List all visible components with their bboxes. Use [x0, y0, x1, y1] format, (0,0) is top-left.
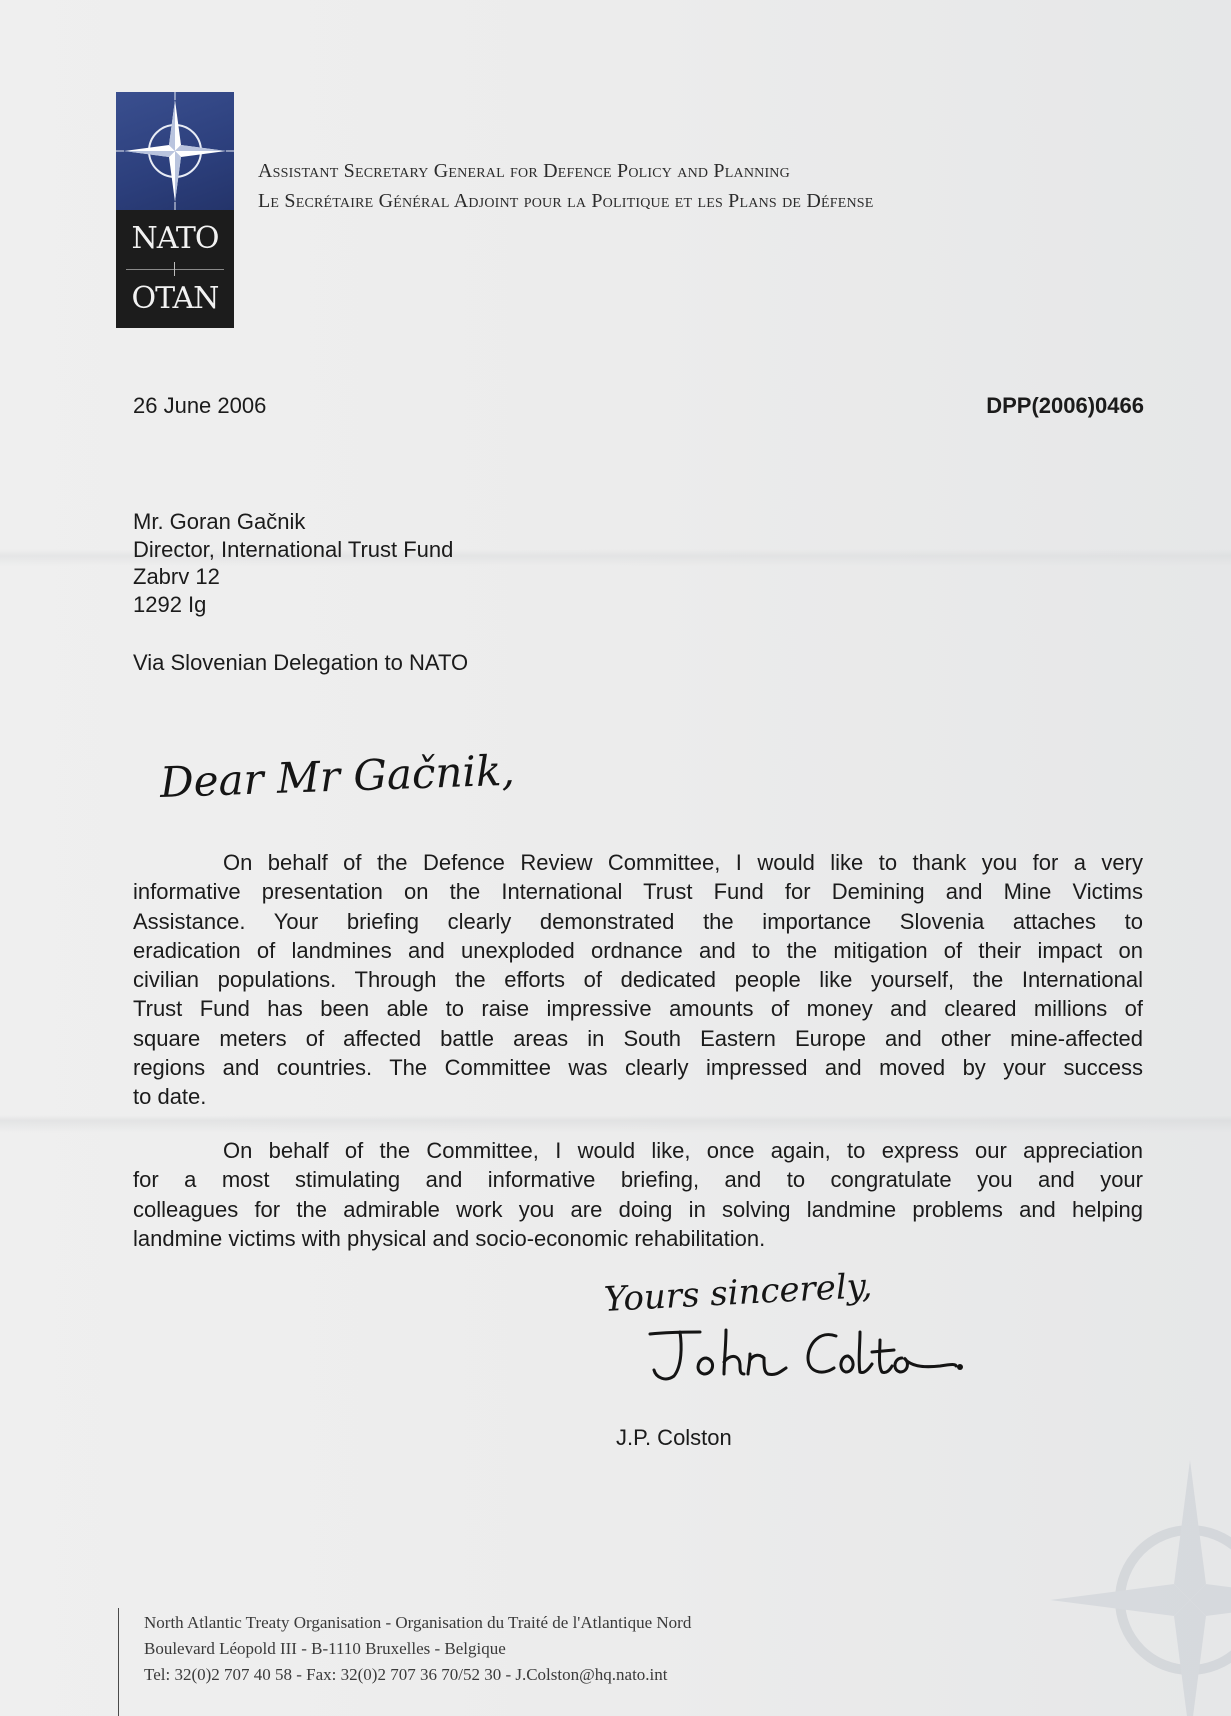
nato-compass-star-icon [116, 92, 234, 210]
logo-divider-tick [174, 262, 175, 276]
paragraph-line: regions and countries. The Committee was clearly impressed and moved by your success [133, 1055, 1143, 1081]
recipient-name: Mr. Goran Gačnik [133, 509, 306, 534]
paragraph-line: to date. [133, 1084, 207, 1110]
letter-date: 26 June 2006 [133, 393, 267, 418]
paragraph-line: civilian populations. Through the efforts of dedicated people like yourself, the International [133, 967, 1143, 993]
header-title-fr: Le Secrétaire Général Adjoint pour la Politique et les Plans de Défense [258, 190, 874, 212]
footer-address [144, 1610, 691, 1688]
footer-street: Boulevard Léopold III - B-1110 Bruxelles - Belgique [144, 1639, 506, 1658]
logo-divider [126, 269, 224, 270]
body-paragraph-1 [133, 848, 1143, 1112]
paragraph-line: for a most stimulating and informative briefing, and to congratulate you and your [133, 1167, 1143, 1193]
nato-logo [116, 92, 234, 328]
footer-contact: Tel: 32(0)2 707 40 58 - Fax: 32(0)2 707 36 70/52 30 - J.Colston@hq.nato.int [144, 1665, 668, 1684]
signer-name: J.P. Colston [616, 1425, 732, 1450]
via-line: Via Slovenian Delegation to NATO [133, 650, 469, 675]
handwritten-signature [640, 1326, 970, 1386]
footer-organisation: North Atlantic Treaty Organisation - Organisation du Traité de l'Atlantique Nord [144, 1613, 692, 1632]
logo-text-otan: OTAN [131, 281, 219, 316]
paragraph-line: square meters of affected battle areas in South Eastern Europe and other mine-affected [133, 1025, 1143, 1051]
nato-compass-watermark-icon [1040, 1450, 1231, 1716]
paragraph-line: landmine victims with physical and socio-economic rehabilitation. [133, 1225, 766, 1251]
recipient-address [133, 508, 453, 618]
paragraph-line: On behalf of the Committee, I would like, once again, to express our appreciation [223, 1138, 1143, 1163]
body-paragraph-2 [133, 1136, 1143, 1253]
paragraph-line: On behalf of the Defence Review Committee, I would like to thank you for a very [223, 850, 1143, 875]
paragraph-line: eradication of landmines and unexploded ordnance and to the mitigation of their impact on [133, 937, 1143, 963]
logo-star-box [116, 92, 234, 210]
footer-rule [118, 1608, 119, 1716]
logo-text-nato: NATO [131, 221, 219, 256]
handwritten-salutation: Dear Mr Gačnik, [159, 745, 516, 807]
paragraph-line: Assistance. Your briefing clearly demonstrated the importance Slovenia attaches to [133, 908, 1143, 934]
handwritten-closing: Yours sincerely, [602, 1265, 874, 1320]
paragraph-line: Trust Fund has been able to raise impressive amounts of money and cleared millions of [133, 996, 1143, 1022]
letter-reference: DPP(2006)0466 [986, 393, 1144, 418]
paragraph-line: colleagues for the admirable work you are doing in solving landmine problems and helping [133, 1196, 1143, 1222]
paragraph-line: informative presentation on the International Trust Fund for Demining and Mine Victims [133, 879, 1143, 905]
recipient-street: Zabrv 12 [133, 564, 220, 590]
recipient-title: Director, International Trust Fund [133, 536, 454, 562]
header-title-en: Assistant Secretary General for Defence Policy and Planning [258, 160, 790, 182]
recipient-city: 1292 Ig [133, 591, 207, 617]
